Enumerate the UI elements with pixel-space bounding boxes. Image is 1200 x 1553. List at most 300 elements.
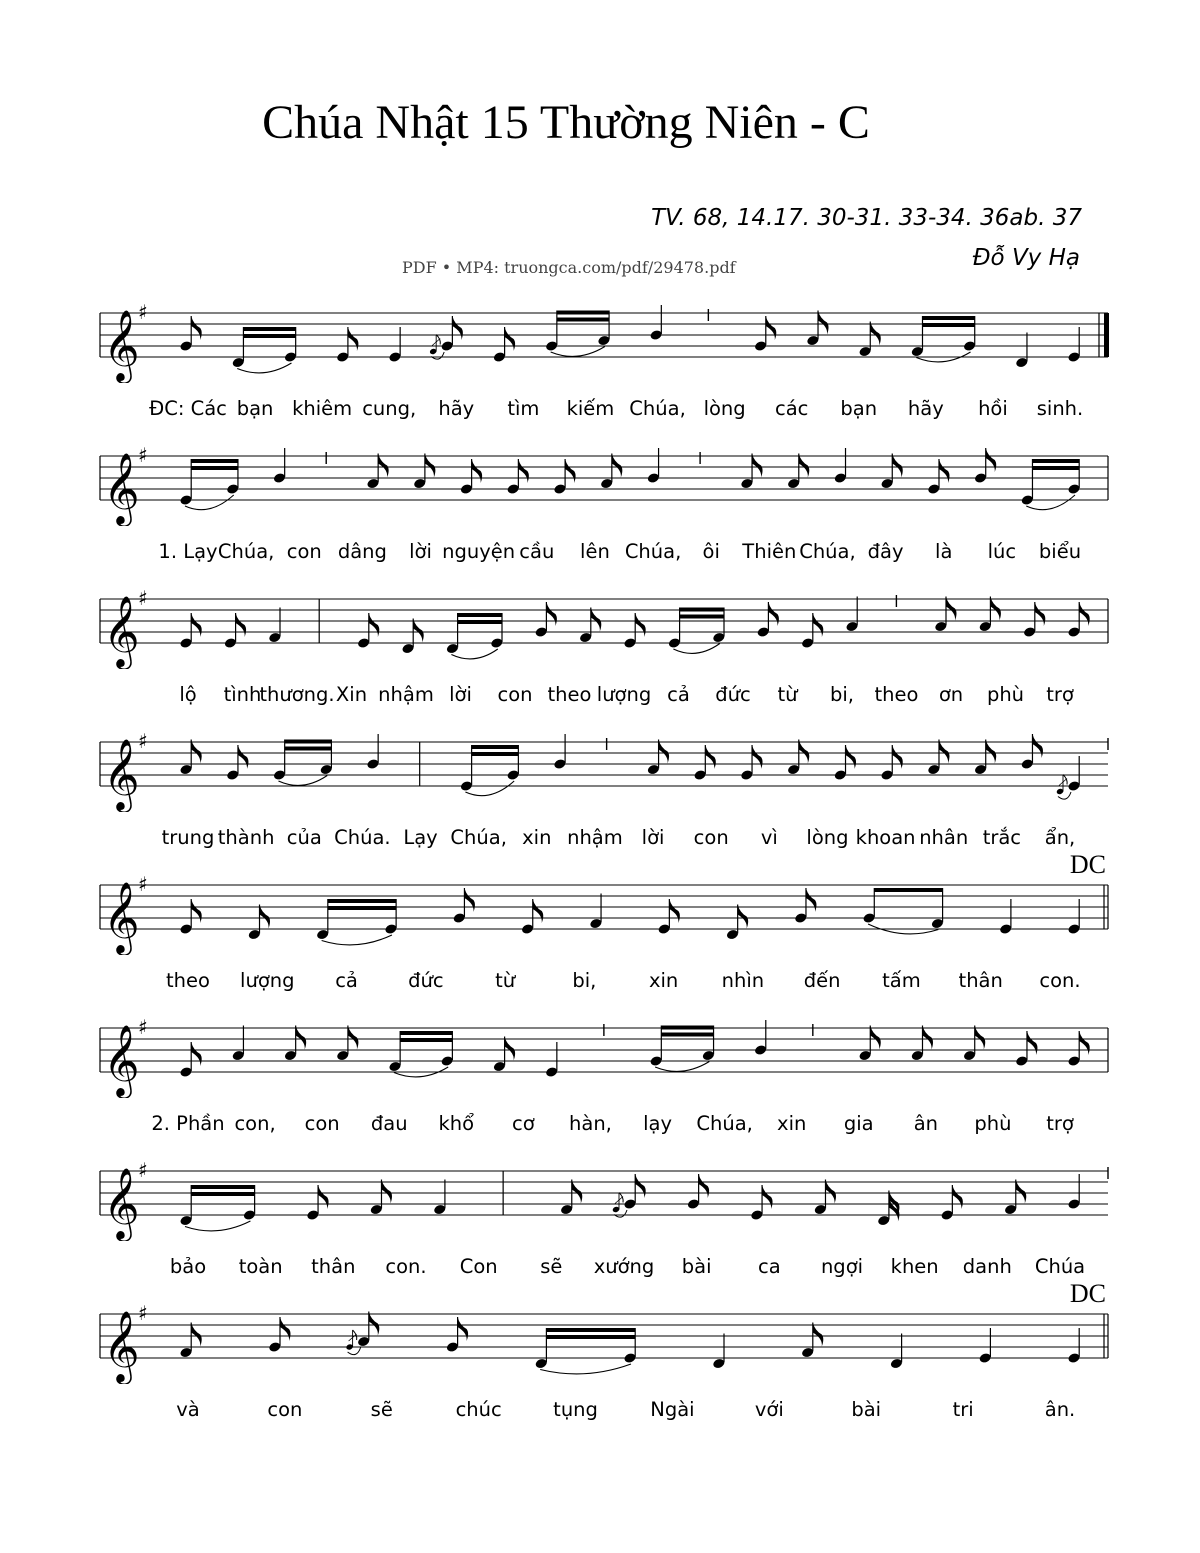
slur xyxy=(540,1364,631,1374)
note-flag xyxy=(1079,602,1090,626)
lyric-syllable: tìm xyxy=(507,397,540,420)
note-flag xyxy=(425,454,436,478)
note xyxy=(493,327,506,363)
note xyxy=(179,316,192,352)
note xyxy=(911,322,924,358)
note xyxy=(974,448,987,484)
slur xyxy=(465,781,514,796)
note xyxy=(413,454,426,490)
dc-marking: DC xyxy=(1069,850,1106,879)
lyric-syllable: sinh. xyxy=(1036,397,1084,420)
note xyxy=(284,327,297,363)
beam xyxy=(1032,459,1079,463)
treble-clef-icon: 𝄞 xyxy=(103,308,140,381)
note-flag xyxy=(381,1180,392,1204)
note xyxy=(740,745,753,781)
note xyxy=(460,459,473,495)
lyric-syllable: vì xyxy=(760,826,778,849)
final-barline xyxy=(1104,313,1109,357)
lyric-syllable: ôi xyxy=(702,540,720,563)
note xyxy=(726,905,739,941)
note-flag xyxy=(813,613,824,637)
note xyxy=(545,316,558,352)
note xyxy=(224,613,237,649)
note-flag xyxy=(939,459,950,483)
note-flag xyxy=(825,1180,836,1204)
note xyxy=(273,448,286,484)
beam xyxy=(285,747,332,751)
note xyxy=(401,619,414,655)
treble-clef-icon: 𝄞 xyxy=(103,1309,140,1382)
lyric-syllable: xin xyxy=(777,1112,807,1135)
note-flag xyxy=(238,745,249,769)
beam xyxy=(328,899,396,903)
lyric-syllable: cung, xyxy=(362,397,417,420)
note xyxy=(179,1323,192,1359)
lyric-syllable: khổ xyxy=(438,1112,475,1135)
note-flag xyxy=(280,1317,291,1341)
lyric-syllable: tấm xyxy=(882,969,921,992)
lyric-syllable: từ xyxy=(495,969,516,992)
lyric-syllable: đến xyxy=(803,969,841,992)
staff-system xyxy=(0,1131,1200,1241)
lyric-syllable: các xyxy=(774,397,809,420)
note xyxy=(506,745,519,781)
lyric-syllable: lòng xyxy=(703,397,746,420)
note xyxy=(1067,1031,1080,1067)
lyric-syllable: dâng xyxy=(337,540,387,563)
lyric-syllable: Thiên xyxy=(742,540,797,563)
page-title: Chúa Nhật 15 Thường Niên - C xyxy=(262,96,870,149)
note-flag xyxy=(296,1026,307,1050)
lyric-syllable: xin xyxy=(648,969,679,992)
lyric-syllable: Chúa, xyxy=(799,540,856,563)
slur xyxy=(278,776,327,786)
note xyxy=(446,619,459,655)
note xyxy=(553,459,566,495)
lyric-syllable: ẩn, xyxy=(1044,826,1076,849)
note-flag xyxy=(260,905,271,929)
note xyxy=(1021,470,1034,506)
note-flag xyxy=(768,602,779,626)
note xyxy=(433,1180,446,1216)
key-signature-sharp-icon: ♯ xyxy=(138,586,148,610)
note-flag xyxy=(1027,1031,1038,1055)
note xyxy=(1056,756,1081,799)
lyric-syllable: ngợi xyxy=(820,1255,864,1278)
note xyxy=(862,888,875,924)
note xyxy=(336,1026,349,1062)
note-flag xyxy=(699,1174,710,1198)
note-flag xyxy=(892,745,903,769)
staff-system xyxy=(0,273,1200,383)
lyric-syllable: đau xyxy=(370,1112,408,1135)
note xyxy=(597,311,610,347)
beam xyxy=(191,1185,254,1189)
note-flag xyxy=(870,322,881,346)
note-flag xyxy=(369,613,380,637)
note xyxy=(232,1026,245,1062)
treble-clef-icon: 𝄞 xyxy=(103,1166,140,1239)
note xyxy=(179,470,192,506)
note xyxy=(320,740,333,776)
note-flag xyxy=(318,1185,329,1209)
note-flag xyxy=(1035,602,1046,626)
treble-clef-icon: 𝄞 xyxy=(103,880,140,953)
note xyxy=(366,734,379,770)
lyric-syllable: Ngài xyxy=(650,1398,695,1421)
note-flag xyxy=(846,745,857,769)
note xyxy=(273,745,286,781)
lyric-syllable: khoan xyxy=(855,826,916,849)
note-flag xyxy=(191,316,202,340)
lyric-syllable: là xyxy=(935,540,953,563)
note-flag xyxy=(986,448,997,472)
lyric-syllable: hồi xyxy=(978,397,1008,420)
note xyxy=(521,899,534,935)
note-flag xyxy=(369,1312,380,1336)
psalm-reference: TV. 68, 14.17. 30-31. 33-34. 36ab. 37 xyxy=(651,205,1082,231)
lyric-syllable: lúc xyxy=(987,540,1017,563)
lyric-syllable: khen xyxy=(890,1255,939,1278)
lyric-syllable: chúc xyxy=(455,1398,502,1421)
note-flag xyxy=(813,1323,824,1347)
note xyxy=(649,1031,662,1067)
lyric-syllable: lượng xyxy=(596,683,652,706)
note xyxy=(453,888,466,924)
note xyxy=(754,316,767,352)
note xyxy=(1021,734,1034,770)
beam xyxy=(191,459,238,463)
key-signature-sharp-icon: ♯ xyxy=(138,300,148,324)
dc-marking: DC xyxy=(1069,1279,1106,1308)
note xyxy=(1067,459,1080,495)
note xyxy=(388,1037,401,1073)
note xyxy=(1067,899,1080,935)
lyric-syllable: kiếm xyxy=(566,397,615,420)
note xyxy=(506,459,519,495)
note xyxy=(858,322,871,358)
note xyxy=(440,1031,453,1067)
lyric-syllable: Chúa, xyxy=(450,826,507,849)
lyric-syllable: của xyxy=(286,826,322,849)
note-flag xyxy=(452,316,463,340)
note-flag xyxy=(799,740,810,764)
lyric-syllable: lòng xyxy=(806,826,849,849)
lyric-syllable: nhìn xyxy=(721,969,765,992)
note xyxy=(979,597,992,633)
note xyxy=(845,597,858,633)
note-flag xyxy=(762,1185,773,1209)
note-flag xyxy=(464,888,475,912)
slur xyxy=(655,1062,709,1072)
lyric-syllable: lộ xyxy=(179,683,197,706)
beam xyxy=(400,1038,452,1042)
note xyxy=(806,311,819,347)
lyric-syllable: đây xyxy=(867,540,904,563)
source-link: PDF • MP4: truongca.com/pdf/29478.pdf xyxy=(402,258,736,277)
note xyxy=(934,597,947,633)
note xyxy=(1015,1031,1028,1067)
lyric-syllable: toàn xyxy=(238,1255,283,1278)
lyric-syllable: với xyxy=(754,1398,784,1421)
note xyxy=(712,608,725,644)
beam xyxy=(458,613,502,617)
note xyxy=(787,454,800,490)
note-flag xyxy=(612,454,623,478)
note xyxy=(794,888,807,924)
lyric-syllable: thân xyxy=(311,1255,356,1278)
treble-clef-icon: 𝄞 xyxy=(103,1023,140,1096)
note xyxy=(268,608,281,644)
lyric-syllable: hãy xyxy=(907,397,944,420)
note xyxy=(493,1037,506,1073)
note xyxy=(801,1323,814,1359)
treble-clef-icon: 𝄞 xyxy=(103,594,140,667)
note xyxy=(1004,1180,1017,1216)
beam xyxy=(680,615,724,619)
lyric-syllable: Chúa, xyxy=(217,540,275,563)
note xyxy=(248,905,261,941)
note xyxy=(179,1191,192,1227)
lyric-syllable: nhân xyxy=(919,826,969,849)
lyric-syllable: con xyxy=(286,540,322,563)
note xyxy=(740,454,753,490)
lyric-syllable: Chúa. xyxy=(334,826,391,849)
slur xyxy=(185,495,234,510)
note xyxy=(974,740,987,776)
note xyxy=(490,613,503,649)
lyric-syllable: đức xyxy=(715,683,751,706)
note xyxy=(647,740,660,776)
note-flag xyxy=(946,597,957,621)
note xyxy=(963,1026,976,1062)
lyric-syllable: Chúa xyxy=(1034,1255,1086,1278)
lyric-syllable: ân xyxy=(913,1112,938,1135)
note xyxy=(877,1191,890,1227)
beam xyxy=(661,1033,713,1037)
lyric-syllable: bạn xyxy=(236,397,274,420)
note xyxy=(179,613,192,649)
note xyxy=(366,454,379,490)
note xyxy=(702,1026,715,1062)
note-flag xyxy=(191,899,202,923)
lyric-syllable: bài xyxy=(681,1255,712,1278)
beam xyxy=(472,745,519,749)
lyric-syllable: con xyxy=(693,826,729,849)
lyric-syllable: Lạy xyxy=(403,826,438,849)
lyric-syllable: trợ xyxy=(1046,683,1074,706)
note xyxy=(600,454,613,490)
beam xyxy=(191,1192,254,1196)
note xyxy=(535,602,548,638)
lyric-syllable: trung xyxy=(161,826,215,849)
note-flag xyxy=(472,459,483,483)
lyric-syllable: từ xyxy=(777,683,798,706)
staff-system xyxy=(0,416,1200,526)
lyric-syllable: con xyxy=(497,683,533,706)
staff-system xyxy=(0,845,1200,955)
note-flag xyxy=(1032,734,1043,758)
key-signature-sharp-icon: ♯ xyxy=(138,1158,148,1182)
lyric-syllable: bài xyxy=(851,1398,882,1421)
note xyxy=(750,1185,763,1221)
lyric-syllable: xướng xyxy=(593,1255,655,1278)
note xyxy=(226,745,239,781)
beam xyxy=(285,740,332,744)
note xyxy=(623,1328,636,1364)
lyric-syllable: xin xyxy=(522,826,552,849)
note xyxy=(940,1185,953,1221)
note xyxy=(589,894,602,930)
lyric-syllable: ĐC: Các xyxy=(149,397,227,420)
lyric-syllable: thương. xyxy=(259,683,335,706)
note-flag xyxy=(669,899,680,923)
beam xyxy=(546,1328,635,1332)
note-flag xyxy=(191,740,202,764)
lyric-syllable: con xyxy=(304,1112,340,1135)
note-flag xyxy=(191,613,202,637)
note-flag xyxy=(975,1026,986,1050)
beam xyxy=(400,1031,452,1035)
note xyxy=(787,740,800,776)
lyric-syllable: bi, xyxy=(830,683,854,706)
lyric-syllable: con. xyxy=(385,1255,427,1278)
lyric-syllable: tri xyxy=(952,1398,974,1421)
note xyxy=(1023,602,1036,638)
note xyxy=(657,899,670,935)
lyric-syllable: lạy xyxy=(643,1112,672,1135)
note xyxy=(754,1020,767,1056)
note-flag xyxy=(572,1180,583,1204)
lyric-syllable: trắc xyxy=(982,826,1022,849)
key-signature-sharp-icon: ♯ xyxy=(138,1301,148,1325)
note xyxy=(1067,327,1080,363)
note-flag xyxy=(738,905,749,929)
lyric-syllable: con, xyxy=(234,1112,276,1135)
treble-clef-icon: 𝄞 xyxy=(103,451,140,524)
note xyxy=(1067,1174,1080,1210)
note xyxy=(284,1026,297,1062)
note xyxy=(979,1328,992,1364)
note-flag xyxy=(533,899,544,923)
note xyxy=(1067,1328,1080,1364)
beam xyxy=(680,608,724,612)
note xyxy=(927,740,940,776)
staff-system xyxy=(0,988,1200,1098)
lyric-syllable: con xyxy=(267,1398,303,1421)
note xyxy=(623,613,636,649)
staff-system xyxy=(0,1274,1200,1384)
note xyxy=(814,1180,827,1216)
beam xyxy=(1032,466,1079,470)
note-flag xyxy=(236,613,247,637)
lyric-syllable: biểu xyxy=(1038,540,1082,563)
note xyxy=(1015,333,1028,369)
note xyxy=(890,1334,903,1370)
note xyxy=(801,613,814,649)
note xyxy=(232,333,245,369)
lyric-syllable: Chúa, xyxy=(629,397,686,420)
note xyxy=(757,602,770,638)
beam xyxy=(557,311,609,315)
beam xyxy=(243,327,295,331)
composer-name: Đỗ Vy Hạ xyxy=(972,245,1080,271)
note-flag xyxy=(518,459,529,483)
note xyxy=(579,608,592,644)
beam xyxy=(328,906,396,910)
note xyxy=(612,1174,637,1217)
note-flag xyxy=(348,327,359,351)
lyric-syllable: nguyện xyxy=(442,540,516,563)
lyric-syllable: ca xyxy=(757,1255,781,1278)
lyric-syllable: hàn, xyxy=(569,1112,612,1135)
note xyxy=(306,1185,319,1221)
lyric-syllable: lên xyxy=(580,540,610,563)
slur xyxy=(237,363,291,373)
lyric-syllable: bi, xyxy=(572,969,597,992)
note xyxy=(388,327,401,363)
lyric-syllable: thành xyxy=(217,826,275,849)
lyric-syllable: bạn xyxy=(840,397,878,420)
note-flag xyxy=(505,1037,516,1061)
note-flag xyxy=(413,619,424,643)
note-flag xyxy=(1079,1031,1090,1055)
note-flag xyxy=(659,740,670,764)
lyric-syllable: theo xyxy=(166,969,210,992)
lyric-syllable: Xin xyxy=(335,683,368,706)
note xyxy=(834,448,847,484)
lyric-syllable: và xyxy=(176,1398,200,1421)
note xyxy=(880,745,893,781)
lyric-syllable: tình xyxy=(223,683,262,706)
lyric-syllable: theo xyxy=(874,683,919,706)
note xyxy=(880,454,893,490)
lyric-syllable: hãy xyxy=(438,397,475,420)
note-flag xyxy=(799,454,810,478)
note xyxy=(1067,602,1080,638)
lyric-syllable: theo xyxy=(547,683,592,706)
note xyxy=(963,316,976,352)
note-flag xyxy=(752,745,763,769)
lyric-syllable: danh xyxy=(962,1255,1012,1278)
key-signature-sharp-icon: ♯ xyxy=(138,729,148,753)
note xyxy=(545,1042,558,1078)
lyric-syllable: cơ xyxy=(512,1112,535,1135)
note-flag xyxy=(952,1185,963,1209)
note xyxy=(999,899,1012,935)
note xyxy=(834,745,847,781)
beam xyxy=(472,752,519,756)
note xyxy=(693,745,706,781)
lyric-syllable: tụng xyxy=(553,1398,598,1421)
note-flag xyxy=(591,608,602,632)
note-flag xyxy=(752,454,763,478)
note-flag xyxy=(986,740,997,764)
note-flag xyxy=(191,1323,202,1347)
note-flag xyxy=(766,316,777,340)
lyric-syllable: lời xyxy=(409,540,432,563)
beam xyxy=(191,466,238,470)
lyric-syllable: gia xyxy=(843,1112,874,1135)
beam xyxy=(661,1026,713,1030)
note xyxy=(346,1312,371,1355)
note xyxy=(243,1185,256,1221)
note-flag xyxy=(922,1026,933,1050)
key-signature-sharp-icon: ♯ xyxy=(138,443,148,467)
lyric-syllable: thân xyxy=(958,969,1003,992)
lyric-syllable: Chúa, xyxy=(624,540,682,563)
